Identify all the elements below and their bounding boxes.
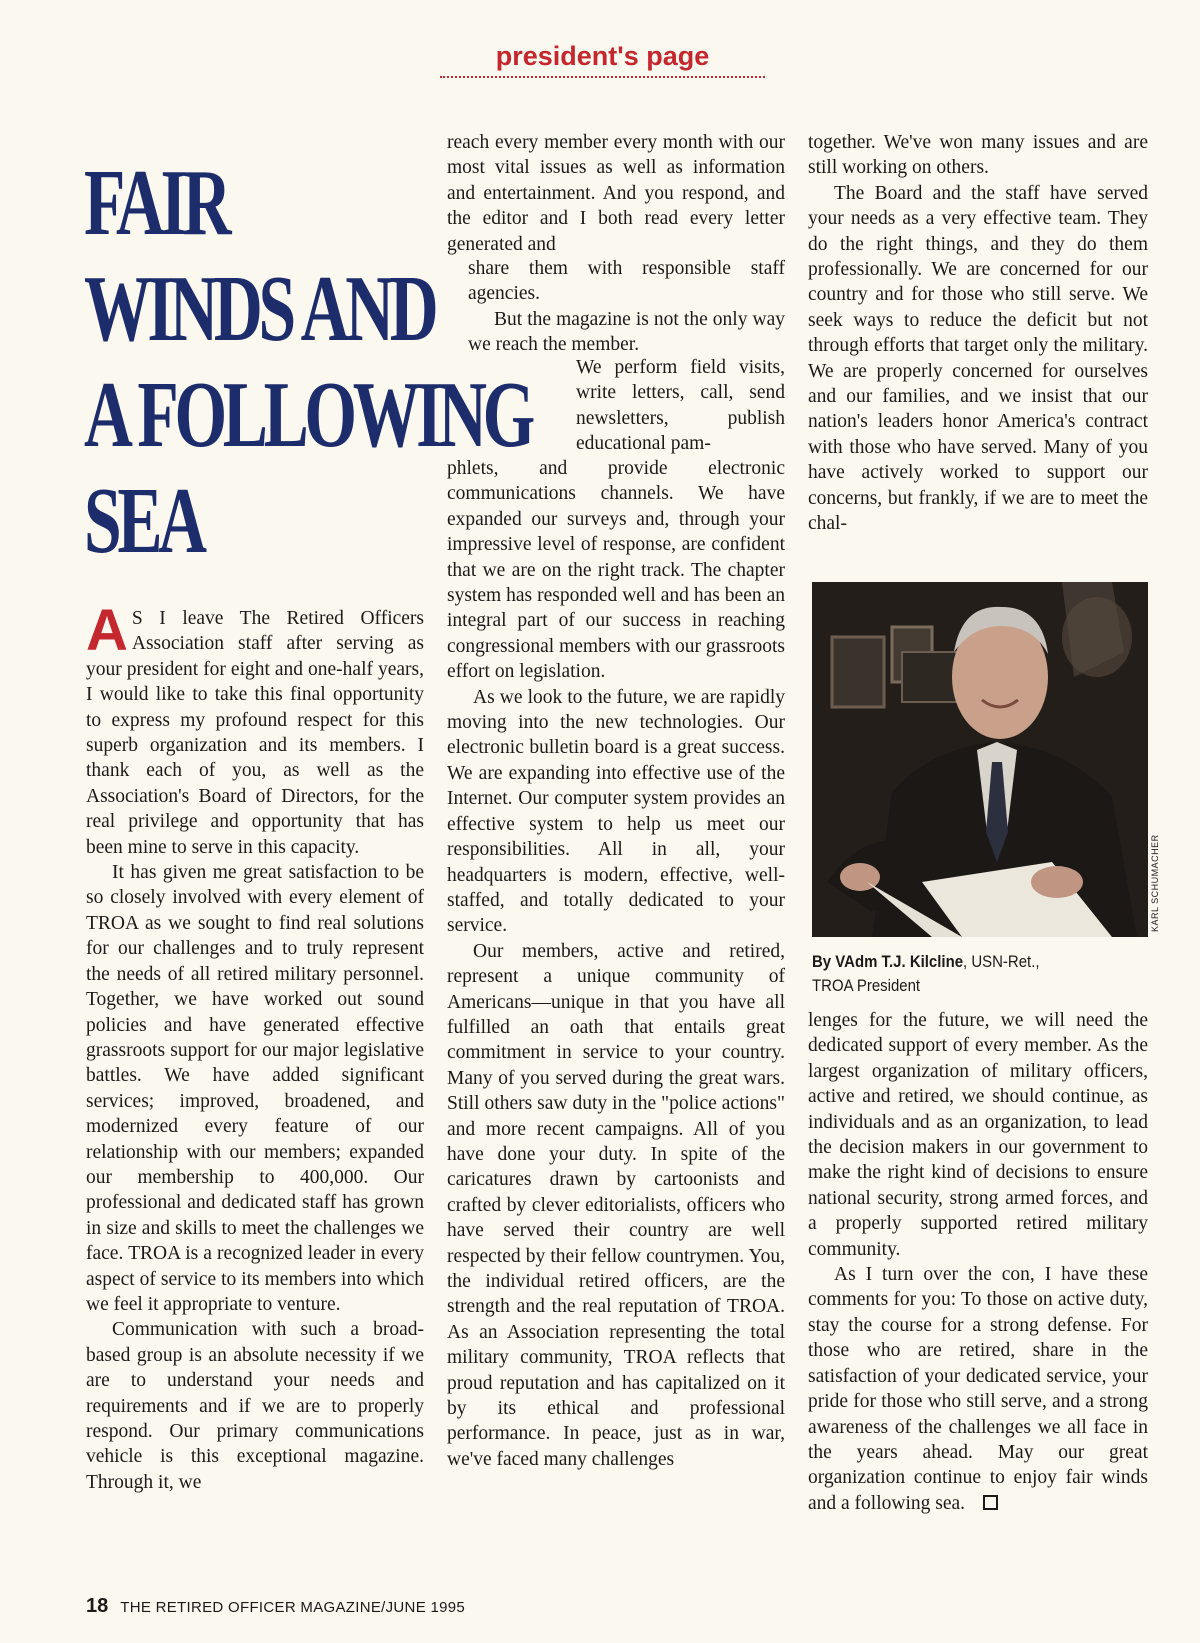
end-mark-icon [983, 1495, 998, 1510]
section-header: president's page [440, 40, 765, 78]
paragraph: But the magazine is not the only way we reach the member. [468, 308, 785, 356]
publication-info: THE RETIRED OFFICER MAGAZINE/JUNE 1995 [120, 1599, 466, 1616]
paragraph: Communication with such a broad-based group is an absolute necessity if we are to understand your needs and requirements and if we are to properly respond. Our primary communications vehicle is this exceptional magazine. Through it, we [86, 1319, 424, 1493]
paragraph: We perform field visits, write letters, call, send newsletters, publish educational pam- [576, 357, 785, 455]
article-column-3 [808, 1008, 1148, 1516]
byline-author: By VAdm T.J. Kilcline [812, 952, 964, 971]
paragraph: lenges for the future, we will need the dedicated support of every member. As the largest organization of military officers, active and retired, we should continue, as individuals and as an organization, to lead the decision makers in our government to make the right kind of decisions to ensure national security, strong armed forces, and a properly supported retired military community. [808, 1010, 1148, 1260]
paragraph: As we look to the future, we are rapidly moving into the new technologies. Our electronic bulletin board is a great success. We are expanding into effective use of the Internet. Our computer system provides an effective system to help us meet our responsibilities. All in all, your headquarters is modern, effective, well-staffed, and totally dedicated to your service. [447, 686, 785, 937]
article-column-2-top [447, 130, 785, 257]
headline-line-2: WINDS AND [84, 257, 435, 361]
article-column-2-wrap [468, 256, 785, 358]
president-portrait-photo [812, 582, 1148, 937]
paragraph-opening [86, 598, 424, 860]
article-column-2-wrap-narrow [576, 355, 785, 457]
paragraph-closing-text: As I turn over the con, I have these comments for you: To those on active duty, stay the course for a strong defense. For those who are retired, share in the satisfaction of your dedicated service, your pride for those who still serve, and a strong awareness of the challenges we all face in the years ahead. May our great organization continue to enjoy fair winds and a following sea. [808, 1264, 1148, 1514]
paragraph: reach every member every month with our most vital issues as well as information and entertainment. And you respond, and the editor and I both read every letter generated and [447, 132, 785, 255]
article-column-1 [86, 598, 424, 1495]
byline-rank: , USN-Ret., [963, 952, 1040, 971]
paragraph-opening-text: S I leave The Retired Officers Association staff after serving as your president for eight and one-half years, I would like to take this final opportunity to express my profound respect for this superb organization and its members. I thank each of you, as well as the Association's Board of Directors, for the real privilege and opportunity that has been mine to serve in this capacity. [86, 608, 424, 858]
article-column-3-top [808, 130, 1148, 537]
headline-line-1: FAIR [84, 151, 228, 255]
page-number: 18 [86, 1595, 109, 1617]
paragraph: together. We've won many issues and are still working on others. [808, 132, 1148, 179]
drop-cap: A [86, 598, 128, 663]
photo-credit: KARL SCHUMACHER [1150, 834, 1160, 932]
page-footer [86, 1595, 465, 1618]
byline-title: TROA President [812, 976, 921, 995]
paragraph: The Board and the staff have served your needs as a very effective team. They do the right things, and they do them professionally. We are concerned for our country and for those who still serve. We seek ways to reduce the deficit but not through efforts that target only the military. We are properly concerned for ourselves and our families, and we insist that our nation's leaders honor America's contract with those who have served. Many of you have actively worked to support our concerns, but frankly, if we are to meet the chal- [808, 182, 1148, 535]
paragraph-closing [808, 1262, 1148, 1516]
byline [812, 950, 1108, 998]
portrait-illustration [812, 582, 1148, 937]
headline-line-4: SEA [84, 469, 203, 573]
paragraph: phlets, and provide electronic communications channels. We have expanded our surveys and, through your impressive level of response, are confident that we are on the right track. The chapter system has responded well and has been an integral part of our success in reaching congressional members with our grassroots effort on legislation. [447, 458, 785, 683]
article-column-2 [447, 456, 785, 1472]
paragraph: Our members, active and retired, represent a unique community of Americans—unique in that you have all fulfilled an oath that entails great commitment in service to your country. Many of you served during the great wars. Still others saw duty in the "police actions" and more recent campaigns. All of you have done your duty. In spite of the caricatures drawn by cartoonists and crafted by clever editorialists, officers who have served their country are well respected by their fellow countrymen. You, the individual retired officers, are the strength and the real reputation of TROA. As an Association representing the total military community, TROA reflects that proud reputation and has capitalized on it by its ethical and professional performance. In peace, just as in war, we've faced many challenges [447, 940, 785, 1470]
paragraph: share them with responsible staff agencies. [468, 258, 785, 305]
headline-line-3: A FOLLOWING [84, 363, 531, 467]
paragraph: It has given me great satisfaction to be so closely involved with every element of TROA as we sought to find real solutions for our challenges and to truly represent the needs of all retired military personnel. Together, we have worked out sound policies and have generated effective grassroots support for our major legislative battles. We have added significant services; improved, broadened, and modernized every feature of our relationship with our members; expanded our membership to 400,000. Our professional and dedicated staff has grown in size and skills to meet the challenges we face. TROA is a recognized leader in every aspect of service to its members into which we feel it appropriate to venture. [86, 862, 424, 1315]
